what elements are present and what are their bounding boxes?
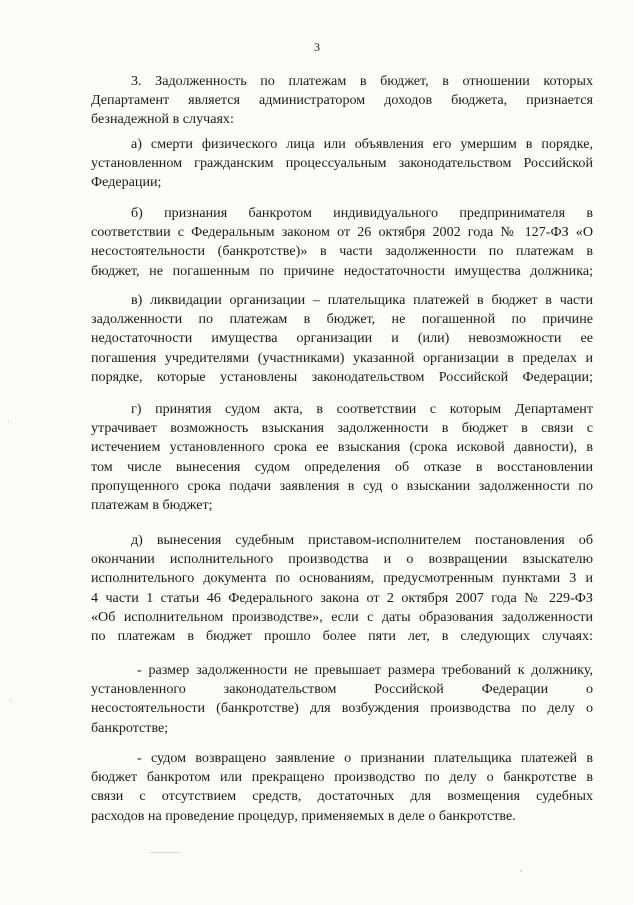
case-item-2 — [91, 749, 593, 826]
subitem-g — [91, 400, 593, 515]
scan-artifact — [520, 870, 522, 872]
text-line: бюджет, не погашенным по причине недостаточности имущества должника; — [91, 262, 593, 279]
page-number: 3 — [314, 40, 320, 54]
text-line: по платежам в бюджет прошло более пяти лет, в следующих случаях: — [91, 627, 593, 644]
text-line: недостаточности имущества организации и (или) невозможности ее — [91, 330, 593, 347]
case-item-1 — [91, 661, 593, 738]
subitem-b — [91, 204, 593, 281]
text-line: банкротстве; — [91, 719, 169, 736]
text-line: - судом возвращено заявление о признании плательщика платежей в — [137, 750, 593, 766]
text-line: Федерации; — [91, 174, 162, 191]
text-line: г) принятия судом акта, в соответствии с которым Департамент — [131, 401, 593, 417]
text-line: соответствии с Федеральным законом от 26 октября 2002 года № 127-ФЗ «О — [91, 224, 593, 241]
text-line: задолженности по платежам в бюджет, не погашенной по причине — [91, 311, 593, 328]
text-line: установленном гражданским процессуальным законодательством Российской — [91, 155, 593, 172]
text-line: исполнительного документа по основаниям, предусмотренным пунктами 3 и — [91, 570, 593, 587]
text-line: б) признания банкротом индивидуального предпринимателя в — [131, 205, 593, 221]
text-line: «Об исполнительном производстве», если с даты образования задолженности — [91, 608, 593, 625]
text-line: а) смерти физического лица или объявления его умершим в порядке, — [131, 136, 593, 152]
text-line: установленного законодательством Российской Федерации о — [91, 681, 593, 698]
text-line: несостоятельности (банкротстве)» в части задолженности по платежам в — [91, 243, 593, 260]
subitem-v — [91, 291, 593, 387]
text-line: бюджет банкротом или прекращено производство по делу о банкротстве в — [91, 769, 593, 786]
scan-artifact — [150, 852, 180, 853]
text-line: связи с отсутствием средств, достаточных для возмещения судебных — [91, 788, 593, 805]
text-line: порядке, которые установлены законодательством Российской Федерации; — [91, 368, 593, 385]
scan-artifact — [8, 420, 9, 422]
paragraph-3-intro — [91, 72, 593, 130]
text-line: погашения учредителями (участниками) указанной организации в пределах и — [91, 349, 593, 366]
text-line: том числе вынесения судом определения об отказе в восстановлении — [91, 458, 593, 475]
text-line: платежам в бюджет; — [91, 496, 213, 513]
text-line: 4 части 1 статьи 46 Федерального закона от 2 октября 2007 года № 229-ФЗ — [91, 589, 593, 606]
text-line: окончании исполнительного производства и о возвращении взыскателю — [91, 551, 593, 568]
text-line: 3. Задолженность по платежам в бюджет, в отношении которых — [131, 73, 593, 89]
text-line: Департамент является администратором доходов бюджета, признается — [91, 92, 593, 109]
scan-artifact — [10, 700, 11, 703]
subitem-a — [91, 135, 593, 193]
text-line: расходов на проведение процедур, применяемых в деле о банкротстве. — [91, 807, 516, 824]
text-line: несостоятельности (банкротстве) для возбуждения производства по делу о — [91, 700, 593, 717]
text-line: пропущенного срока подачи заявления в суд о взыскании задолженности по — [91, 477, 593, 494]
text-line: в) ликвидации организации – плательщика платежей в бюджет в части — [131, 292, 593, 308]
text-line: истечением установленного срока ее взыскания (срока исковой давности), в — [91, 439, 593, 456]
text-line: безнадежной в случаях: — [91, 111, 234, 128]
subitem-d — [91, 531, 593, 646]
text-line: д) вынесения судебным приставом-исполнителем постановления об — [131, 532, 593, 548]
text-line: - размер задолженности не превышает размера требований к должнику, — [137, 662, 593, 678]
text-line: утрачивает возможность взыскания задолженности в бюджет в связи с — [91, 420, 593, 437]
